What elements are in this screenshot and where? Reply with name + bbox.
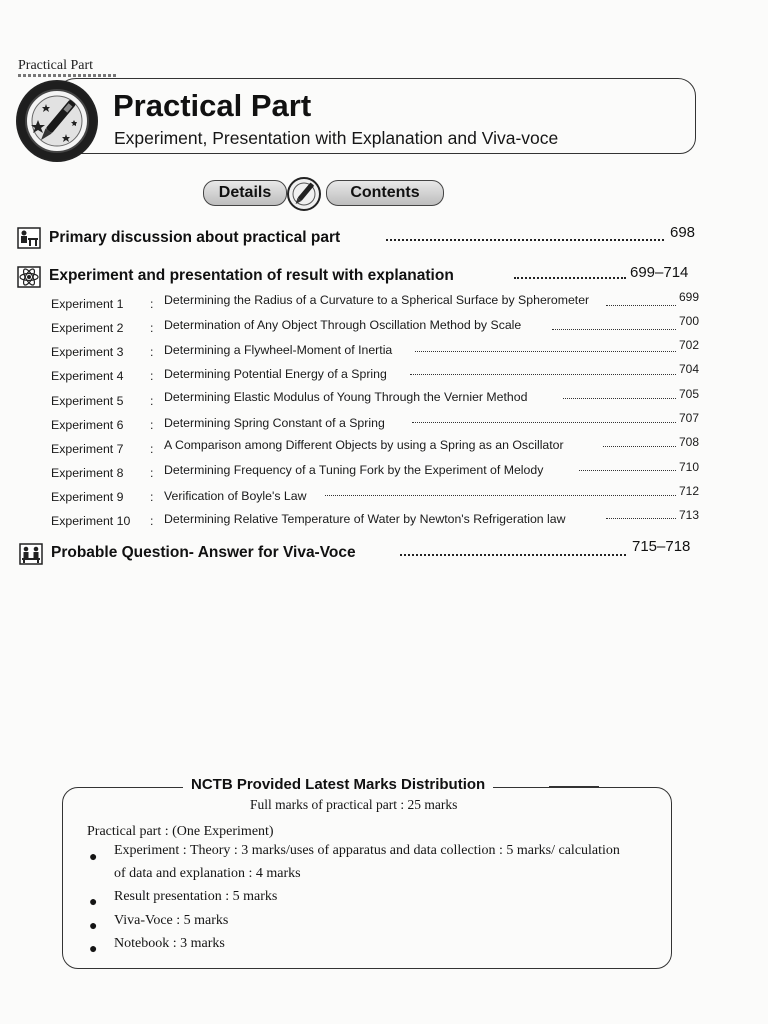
experiment-page: 713 bbox=[679, 508, 700, 522]
colon-separator: : bbox=[150, 345, 154, 359]
experiment-title: Determining Frequency of a Tuning Fork by the Experiment of Melody bbox=[164, 463, 544, 477]
details-label: Details bbox=[203, 180, 287, 206]
experiment-number: Experiment 1 bbox=[51, 297, 124, 311]
interview-icon bbox=[19, 543, 43, 565]
toc-leader-dots bbox=[606, 297, 676, 306]
experiment-title: Determining Spring Constant of a Spring bbox=[164, 416, 385, 430]
toc-leader-dots bbox=[606, 510, 676, 519]
toc-leader-dots bbox=[415, 343, 676, 352]
colon-separator: : bbox=[150, 442, 154, 456]
contents-label: Contents bbox=[326, 180, 444, 206]
experiment-title: Verification of Boyle's Law bbox=[164, 489, 307, 503]
experiment-title: Determining a Flywheel-Moment of Inertia bbox=[164, 343, 393, 357]
toc-leader-dots bbox=[400, 544, 626, 556]
section-title-primary-discussion: Primary discussion about practical part bbox=[49, 229, 341, 246]
experiment-title: Determining the Radius of a Curvature to a Spherical Surface by Spherometer bbox=[164, 293, 590, 307]
colon-separator: : bbox=[150, 297, 154, 311]
colon-separator: : bbox=[150, 514, 154, 528]
toc-leader-dots bbox=[563, 390, 676, 399]
experiment-page: 702 bbox=[679, 338, 700, 352]
compass-pen-badge-icon bbox=[16, 80, 98, 162]
experiment-page: 700 bbox=[679, 314, 700, 328]
section-title-viva-voce: Probable Question- Answer for Viva-Voce bbox=[51, 544, 356, 561]
toc-leader-dots bbox=[412, 414, 676, 423]
experiment-number: Experiment 8 bbox=[51, 466, 124, 480]
page-title: Practical Part bbox=[113, 88, 312, 123]
experiment-number: Experiment 9 bbox=[51, 490, 124, 504]
marks-heading: NCTB Provided Latest Marks Distribution bbox=[183, 776, 493, 793]
experiment-number: Experiment 2 bbox=[51, 321, 124, 335]
section-page-number: 698 bbox=[670, 224, 696, 241]
experiment-page: 707 bbox=[679, 411, 700, 425]
experiment-title: Determining Elastic Modulus of Young Through the Vernier Method bbox=[164, 390, 528, 404]
experiment-page: 712 bbox=[679, 484, 700, 498]
experiment-page: 705 bbox=[679, 387, 700, 401]
experiment-number: Experiment 3 bbox=[51, 345, 124, 359]
experiment-page: 708 bbox=[679, 435, 700, 449]
experiment-number: Experiment 7 bbox=[51, 442, 124, 456]
experiment-title: Determining Potential Energy of a Spring bbox=[164, 367, 387, 381]
marks-item-experiment: Experiment : Theory : 3 marks/uses of apparatus and data collection : 5 marks/ calculation bbox=[114, 843, 620, 858]
experiment-title: A Comparison among Different Objects by using a Spring as an Oscillator bbox=[164, 438, 564, 452]
section-page-range: 715–718 bbox=[632, 538, 691, 555]
marks-item-notebook: Notebook : 3 marks bbox=[114, 936, 225, 951]
toc-leader-dots bbox=[579, 462, 676, 471]
experiment-number: Experiment 10 bbox=[51, 514, 131, 528]
experiment-title: Determining Relative Temperature of Water by Newton's Refrigeration law bbox=[164, 512, 566, 526]
heading-rule bbox=[549, 786, 599, 788]
colon-separator: : bbox=[150, 321, 154, 335]
pen-globe-icon bbox=[285, 176, 323, 212]
bullet: ● bbox=[89, 893, 98, 909]
colon-separator: : bbox=[150, 369, 154, 383]
experiment-number: Experiment 4 bbox=[51, 369, 124, 383]
running-head-rule bbox=[18, 74, 116, 77]
bullet: ● bbox=[89, 917, 98, 933]
teacher-desk-icon bbox=[17, 227, 41, 249]
section-title-experiments: Experiment and presentation of result with explanation bbox=[49, 267, 454, 284]
bullet: ● bbox=[89, 848, 98, 864]
colon-separator: : bbox=[150, 466, 154, 480]
experiment-page: 699 bbox=[679, 290, 700, 304]
colon-separator: : bbox=[150, 394, 154, 408]
experiment-page: 710 bbox=[679, 460, 700, 474]
section-page-range: 699–714 bbox=[630, 264, 689, 281]
colon-separator: : bbox=[150, 490, 154, 504]
toc-leader-dots bbox=[514, 267, 626, 279]
experiment-title: Determination of Any Object Through Oscillation Method by Scale bbox=[164, 318, 522, 332]
toc-leader-dots bbox=[410, 366, 676, 375]
page-subtitle: Experiment, Presentation with Explanation and Viva-voce bbox=[114, 128, 559, 148]
experiment-number: Experiment 6 bbox=[51, 418, 124, 432]
marks-item-experiment-cont: of data and explanation : 4 marks bbox=[114, 866, 301, 881]
toc-leader-dots bbox=[552, 321, 676, 330]
experiment-page: 704 bbox=[679, 362, 700, 376]
marks-item-viva: Viva-Voce : 5 marks bbox=[114, 913, 229, 928]
toc-leader-dots bbox=[386, 229, 664, 241]
bullet: ● bbox=[89, 940, 98, 956]
full-marks-text: Full marks of practical part : 25 marks bbox=[250, 797, 458, 812]
atom-icon bbox=[17, 266, 41, 288]
colon-separator: : bbox=[150, 418, 154, 432]
toc-leader-dots bbox=[603, 438, 676, 447]
toc-leader-dots bbox=[325, 487, 676, 496]
experiment-number: Experiment 5 bbox=[51, 394, 124, 408]
marks-item-result: Result presentation : 5 marks bbox=[114, 889, 278, 904]
running-head: Practical Part bbox=[18, 58, 94, 73]
practical-part-intro: Practical part : (One Experiment) bbox=[87, 824, 274, 839]
